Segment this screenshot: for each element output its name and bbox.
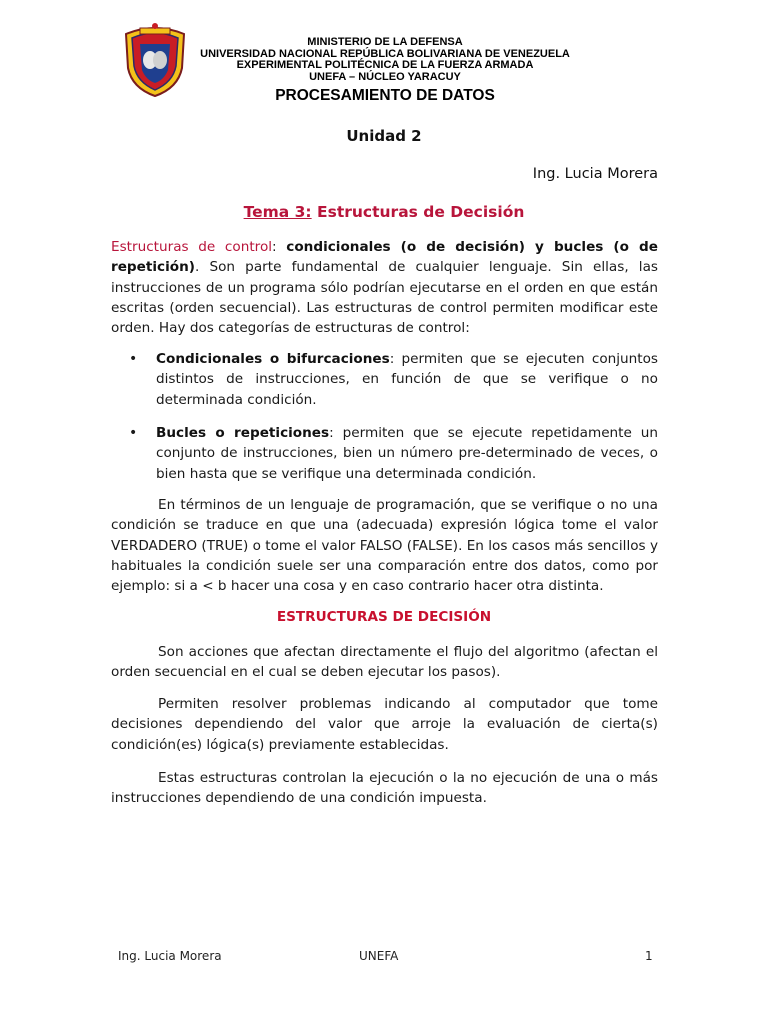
- unit-title: Unidad 2: [346, 127, 422, 145]
- bullet-item: [111, 423, 658, 484]
- body-paragraph: Permiten resolver problemas indicando al computador que tome decisiones dependiendo del valor que arroje la evaluación de cierta(s) condición(es) lógica(s) previamente establecidas.: [111, 696, 658, 753]
- footer-institution: UNEFA: [359, 949, 399, 963]
- body-paragraph: Son acciones que afectan directamente el flujo del algoritmo (afectan el orden secuencial en el cual se deben ejecutar los pasos).: [111, 644, 658, 681]
- intro-colon: :: [272, 239, 287, 255]
- intro-term: Estructuras de control: [111, 239, 273, 255]
- institution-line: UNEFA – NÚCLEO YARACUY: [309, 70, 461, 83]
- bullet-term: Condicionales o bifurcaciones: [156, 351, 390, 367]
- bullet-text: : permiten que se ejecuten conjuntos distintos de instrucciones, en función de que se verifique o no determinada condición.: [156, 351, 658, 408]
- section-heading: ESTRUCTURAS DE DECISIÓN: [276, 609, 492, 625]
- footer-author: Ing. Lucia Morera: [118, 949, 222, 963]
- logic-paragraph: En términos de un lenguaje de programación, que se verifique o no una condición se traduce en que una (adecuada) expresión lógica tome el valor VERDADERO (TRUE) o tome el valor FALSO (FALSE). En los casos más sencillos y habituales la condición suele ser una comparación entre dos datos, como por ejemplo: si a < b hacer una cosa y en caso contrario hacer otra distinta.: [111, 497, 658, 595]
- bullet-text: : permiten que se ejecute repetidamente un conjunto de instrucciones, bien un número pre-determinado de veces, o bien hasta que se verifique una determinada condición.: [156, 425, 659, 482]
- bullet-term: Bucles o repeticiones: [156, 425, 330, 441]
- institution-line: MINISTERIO DE LA DEFENSA: [307, 36, 463, 48]
- institution-header: [180, 37, 590, 83]
- page-number: 1: [645, 949, 653, 963]
- topic-heading: [0, 203, 768, 221]
- bullet-dot-icon: •: [129, 351, 138, 367]
- topic-label: Tema 3:: [243, 203, 312, 221]
- intro-bold-text: condicionales (o de decisión) y bucles (o de repetición): [111, 239, 658, 276]
- bullet-dot-icon: •: [129, 425, 138, 441]
- topic-title: Estructuras de Decisión: [311, 203, 525, 221]
- bullet-item: [111, 349, 658, 410]
- institution-line: EXPERIMENTAL POLITÉCNICA DE LA FUERZA ARMADA: [236, 59, 534, 72]
- body-paragraph: Estas estructuras controlan la ejecución o la no ejecución de una o más instrucciones dependiendo de una condición impuesta.: [111, 770, 658, 807]
- intro-rest: . Son parte fundamental de cualquier lenguaje. Sin ellas, las instrucciones de un programa sólo podrían ejecutarse en el orden en que están escritas (orden secuencial). Las estructuras de control permiten modificar este orden. Hay dos categorías de estructuras de control:: [111, 259, 658, 337]
- institution-line: UNIVERSIDAD NACIONAL REPÚBLICA BOLIVARIANA DE VENEZUELA: [200, 47, 570, 60]
- intro-paragraph: [111, 237, 658, 338]
- course-title: PROCESAMIENTO DE DATOS: [275, 87, 495, 104]
- author-name: Ing. Lucia Morera: [532, 166, 658, 182]
